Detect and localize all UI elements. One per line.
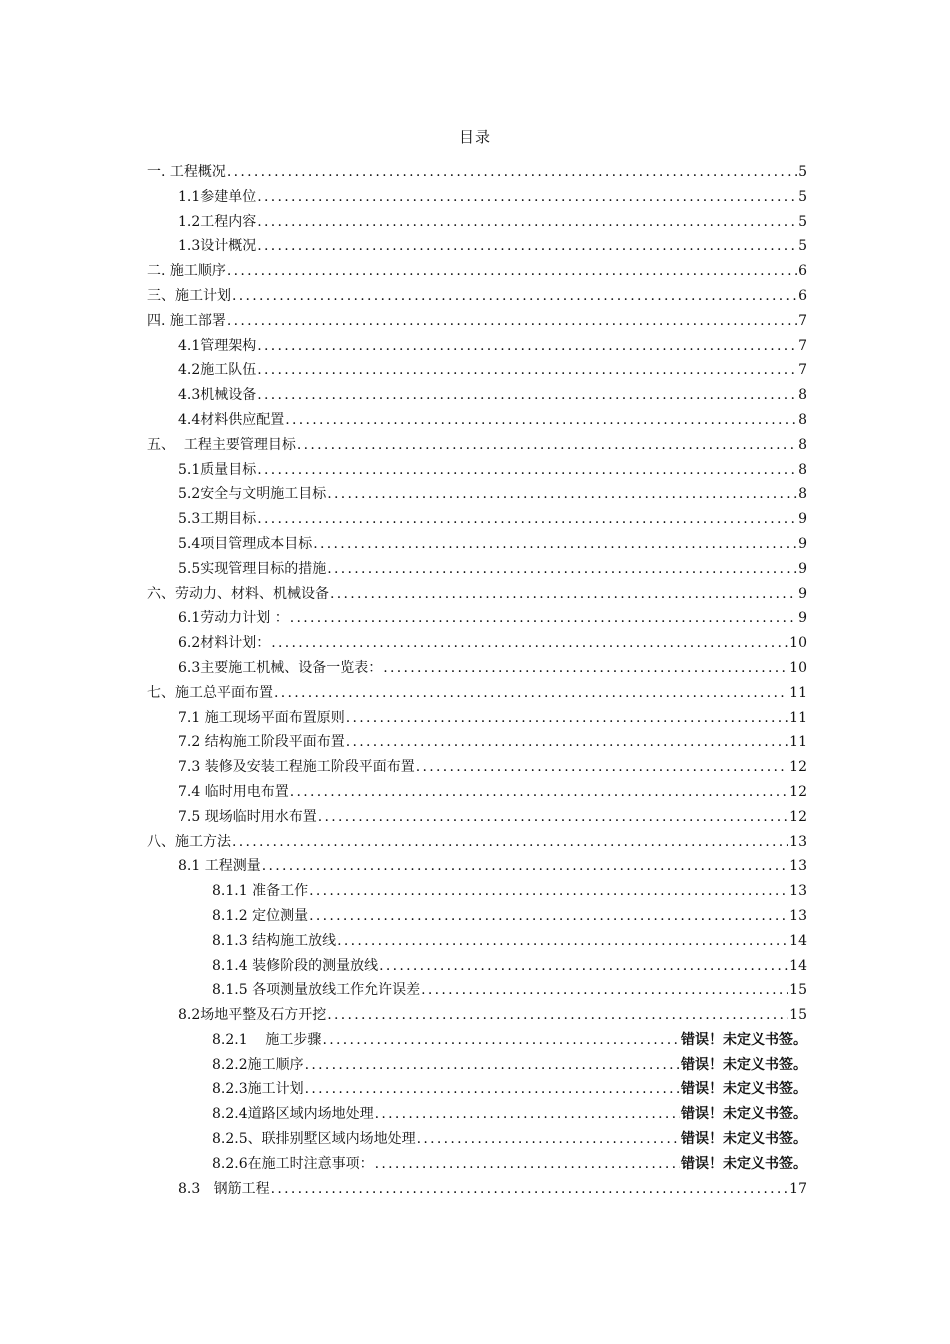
toc-entry[interactable] <box>147 656 807 681</box>
toc-entry[interactable] <box>147 755 807 780</box>
toc-entry[interactable] <box>147 730 807 755</box>
toc-page-number: 7 <box>798 362 807 379</box>
toc-entry[interactable] <box>147 1077 807 1102</box>
toc-entry-title: 四. 施工部署 <box>147 312 226 329</box>
toc-dot-leader <box>330 582 797 607</box>
toc-entry-title: 8.1.2 定位测量 <box>212 907 309 924</box>
toc-page-number: 13 <box>789 858 807 875</box>
toc-dot-leader <box>297 433 797 458</box>
toc-dot-leader <box>257 358 797 383</box>
toc-dot-leader <box>257 334 797 359</box>
toc-page-number: 12 <box>789 808 807 825</box>
toc-page-number: 10 <box>789 635 807 652</box>
toc-entry-title: 5.1质量目标 <box>178 461 257 478</box>
toc-dot-leader <box>257 185 797 210</box>
toc-entry-title: 5.2安全与文明施工目标 <box>178 486 327 503</box>
toc-dot-leader <box>227 259 797 284</box>
toc-entry[interactable] <box>147 929 807 954</box>
toc-dot-leader <box>290 780 788 805</box>
toc-page-number: 9 <box>798 560 807 577</box>
toc-entry[interactable] <box>147 681 807 706</box>
toc-entry[interactable] <box>147 582 807 607</box>
toc-entry[interactable] <box>147 334 807 359</box>
toc-dot-leader <box>346 706 788 731</box>
toc-dot-leader <box>309 879 788 904</box>
toc-entry[interactable] <box>147 1152 807 1177</box>
toc-dot-leader <box>271 1177 789 1202</box>
toc-dot-leader <box>290 606 797 631</box>
toc-dot-leader <box>322 1028 680 1053</box>
toc-entry[interactable] <box>147 978 807 1003</box>
toc-dot-leader <box>327 557 797 582</box>
toc-entry-title: 二. 施工顺序 <box>147 263 226 280</box>
toc-entry-title: 1.1参建单位 <box>178 188 257 205</box>
toc-page-number: 7 <box>798 312 807 329</box>
toc-dot-leader <box>227 309 797 334</box>
toc-page-number: 5 <box>798 213 807 230</box>
toc-entry[interactable] <box>147 1127 807 1152</box>
toc-entry-title: 一. 工程概况 <box>147 164 226 180</box>
toc-entry-title: 5.3工期目标 <box>178 511 257 528</box>
toc-page-number: 6 <box>798 287 807 304</box>
toc-entry[interactable] <box>147 185 807 210</box>
toc-entry[interactable] <box>147 358 807 383</box>
toc-dot-leader <box>305 1077 680 1102</box>
toc-entry-title: 6.1劳动力计划 ： <box>178 610 289 627</box>
toc-dot-leader <box>232 284 797 309</box>
toc-dot-leader <box>337 929 788 954</box>
toc-page-number: 10 <box>789 659 807 676</box>
toc-entry-title: 8.1.3 结构施工放线 <box>212 932 337 949</box>
toc-page-number: 13 <box>789 883 807 900</box>
toc-page-number: 8 <box>798 461 807 478</box>
toc-entry-title: 7.3 装修及安装工程施工阶段平面布置 <box>178 759 415 776</box>
toc-entry[interactable] <box>147 507 807 532</box>
toc-dot-leader <box>257 234 797 259</box>
toc-page-number: 12 <box>789 759 807 776</box>
toc-entry-title: 三、施工计划 <box>147 287 231 304</box>
toc-page-number: 8 <box>798 436 807 453</box>
toc-page-number: 9 <box>798 535 807 552</box>
toc-entry-title: 8.1.5 各项测量放线工作允许误差 <box>212 982 421 999</box>
toc-entry-title: 8.2.2施工顺序 <box>212 1056 304 1073</box>
toc-entry-title: 八、施工方法 <box>147 833 231 850</box>
toc-entry[interactable] <box>147 879 807 904</box>
toc-dot-leader <box>257 458 797 483</box>
toc-entry[interactable] <box>147 1102 807 1127</box>
table-of-contents <box>147 160 807 1201</box>
toc-entry[interactable] <box>147 830 807 855</box>
toc-dot-leader <box>257 383 797 408</box>
toc-dot-leader <box>327 482 797 507</box>
toc-entry[interactable] <box>147 1177 807 1202</box>
toc-page-number: 5 <box>798 164 807 180</box>
toc-entry[interactable] <box>147 259 807 284</box>
toc-dot-leader <box>309 904 788 929</box>
toc-page-number: 15 <box>789 1007 807 1024</box>
toc-entry[interactable] <box>147 433 807 458</box>
toc-entry-title: 8.2场地平整及石方开挖 <box>178 1007 327 1024</box>
toc-dot-leader <box>285 408 797 433</box>
toc-entry[interactable] <box>147 557 807 582</box>
toc-entry-title: 1.3设计概况 <box>178 238 257 255</box>
toc-entry-title: 8.2.3施工计划 <box>212 1081 304 1098</box>
toc-page-number: 17 <box>789 1180 807 1197</box>
toc-page-number: 8 <box>798 486 807 503</box>
toc-page-number: 11 <box>789 684 807 701</box>
toc-entry-title: 8.3 钢筋工程 <box>178 1180 270 1197</box>
toc-entry[interactable] <box>147 309 807 334</box>
toc-entry[interactable] <box>147 780 807 805</box>
toc-entry-title: 7.2 结构施工阶段平面布置 <box>178 734 345 751</box>
toc-page-number: 5 <box>798 238 807 255</box>
toc-dot-leader <box>327 1003 788 1028</box>
toc-dot-leader <box>257 210 797 235</box>
toc-entry-title: 五、 工程主要管理目标 <box>147 436 296 453</box>
toc-entry-title: 5.5实现管理目标的措施 <box>178 560 327 577</box>
toc-entry[interactable] <box>147 234 807 259</box>
toc-entry-title: 七、施工总平面布置 <box>147 684 273 701</box>
toc-title: 目录 <box>458 128 491 146</box>
toc-entry-title: 六、劳动力、材料、机械设备 <box>147 585 329 602</box>
toc-entry-title: 4.2施工队伍 <box>178 362 257 379</box>
toc-entry[interactable] <box>147 532 807 557</box>
toc-page-number: 8 <box>798 411 807 428</box>
toc-dot-leader <box>375 1152 680 1177</box>
toc-page-number: 错误！未定义书签。 <box>681 1155 807 1172</box>
toc-entry-title: 8.2.6在施工时注意事项： <box>212 1155 374 1172</box>
toc-page-number: 8 <box>798 387 807 404</box>
toc-entry-title: 8.2.1 施工步骤 <box>212 1031 322 1048</box>
toc-page-number: 9 <box>798 511 807 528</box>
toc-dot-leader <box>379 954 788 979</box>
toc-page-number: 错误！未定义书签。 <box>681 1106 807 1123</box>
toc-dot-leader <box>417 1127 680 1152</box>
toc-dot-leader <box>416 755 788 780</box>
toc-entry[interactable] <box>147 458 807 483</box>
toc-entry[interactable] <box>147 408 807 433</box>
toc-page-number: 9 <box>798 610 807 627</box>
toc-entry[interactable] <box>147 160 807 185</box>
toc-entry[interactable] <box>147 854 807 879</box>
toc-entry[interactable] <box>147 284 807 309</box>
toc-dot-leader <box>313 532 797 557</box>
toc-entry-title: 7.4 临时用电布置 <box>178 783 289 800</box>
toc-page-number: 错误！未定义书签。 <box>681 1131 807 1148</box>
toc-page-number: 11 <box>789 734 807 751</box>
toc-dot-leader <box>375 1102 680 1127</box>
toc-entry[interactable] <box>147 1053 807 1078</box>
toc-page-number: 5 <box>798 188 807 205</box>
toc-dot-leader <box>305 1053 680 1078</box>
toc-entry-title: 7.5 现场临时用水布置 <box>178 808 317 825</box>
toc-page-number: 错误！未定义书签。 <box>681 1031 807 1048</box>
toc-entry-title: 1.2工程内容 <box>178 213 257 230</box>
toc-entry[interactable] <box>147 210 807 235</box>
toc-entry[interactable] <box>147 631 807 656</box>
toc-dot-leader <box>383 656 788 681</box>
toc-page-number: 7 <box>798 337 807 354</box>
toc-page-number: 13 <box>789 907 807 924</box>
toc-entry[interactable] <box>147 383 807 408</box>
toc-entry-title: 8.2.4道路区域内场地处理 <box>212 1106 374 1123</box>
toc-entry-title: 6.2材料计划： <box>178 635 271 652</box>
toc-page-number: 9 <box>798 585 807 602</box>
toc-page-number: 14 <box>789 957 807 974</box>
toc-entry[interactable] <box>147 606 807 631</box>
toc-page-number: 错误！未定义书签。 <box>681 1081 807 1098</box>
toc-entry-title: 8.2.5、联排别墅区域内场地处理 <box>212 1131 416 1148</box>
toc-dot-leader <box>262 854 788 879</box>
toc-entry[interactable] <box>147 1028 807 1053</box>
toc-dot-leader <box>274 681 788 706</box>
toc-dot-leader <box>257 507 797 532</box>
toc-dot-leader <box>318 805 788 830</box>
toc-entry-title: 8.1.4 装修阶段的测量放线 <box>212 957 379 974</box>
toc-page-number: 12 <box>789 783 807 800</box>
toc-dot-leader <box>346 730 788 755</box>
toc-entry-title: 4.1管理架构 <box>178 337 257 354</box>
toc-page-number: 6 <box>798 263 807 280</box>
toc-entry-title: 6.3主要施工机械、设备一览表： <box>178 659 383 676</box>
toc-page-number: 11 <box>789 709 807 726</box>
toc-page-number: 14 <box>789 932 807 949</box>
toc-entry-title: 4.3机械设备 <box>178 387 257 404</box>
toc-entry-title: 4.4材料供应配置 <box>178 411 285 428</box>
toc-entry[interactable] <box>147 706 807 731</box>
toc-page-number: 15 <box>789 982 807 999</box>
toc-entry-title: 7.1 施工现场平面布置原则 <box>178 709 345 726</box>
toc-entry[interactable] <box>147 1003 807 1028</box>
toc-entry[interactable] <box>147 954 807 979</box>
toc-dot-leader <box>232 830 788 855</box>
toc-dot-leader <box>271 631 788 656</box>
toc-entry-title: 5.4项目管理成本目标 <box>178 535 313 552</box>
toc-dot-leader <box>227 160 797 185</box>
toc-entry-title: 8.1 工程测量 <box>178 858 261 875</box>
toc-entry[interactable] <box>147 482 807 507</box>
toc-entry[interactable] <box>147 805 807 830</box>
toc-entry[interactable] <box>147 904 807 929</box>
toc-page-number: 13 <box>789 833 807 850</box>
toc-page-number: 错误！未定义书签。 <box>681 1056 807 1073</box>
toc-dot-leader <box>421 978 788 1003</box>
toc-entry-title: 8.1.1 准备工作 <box>212 883 309 900</box>
